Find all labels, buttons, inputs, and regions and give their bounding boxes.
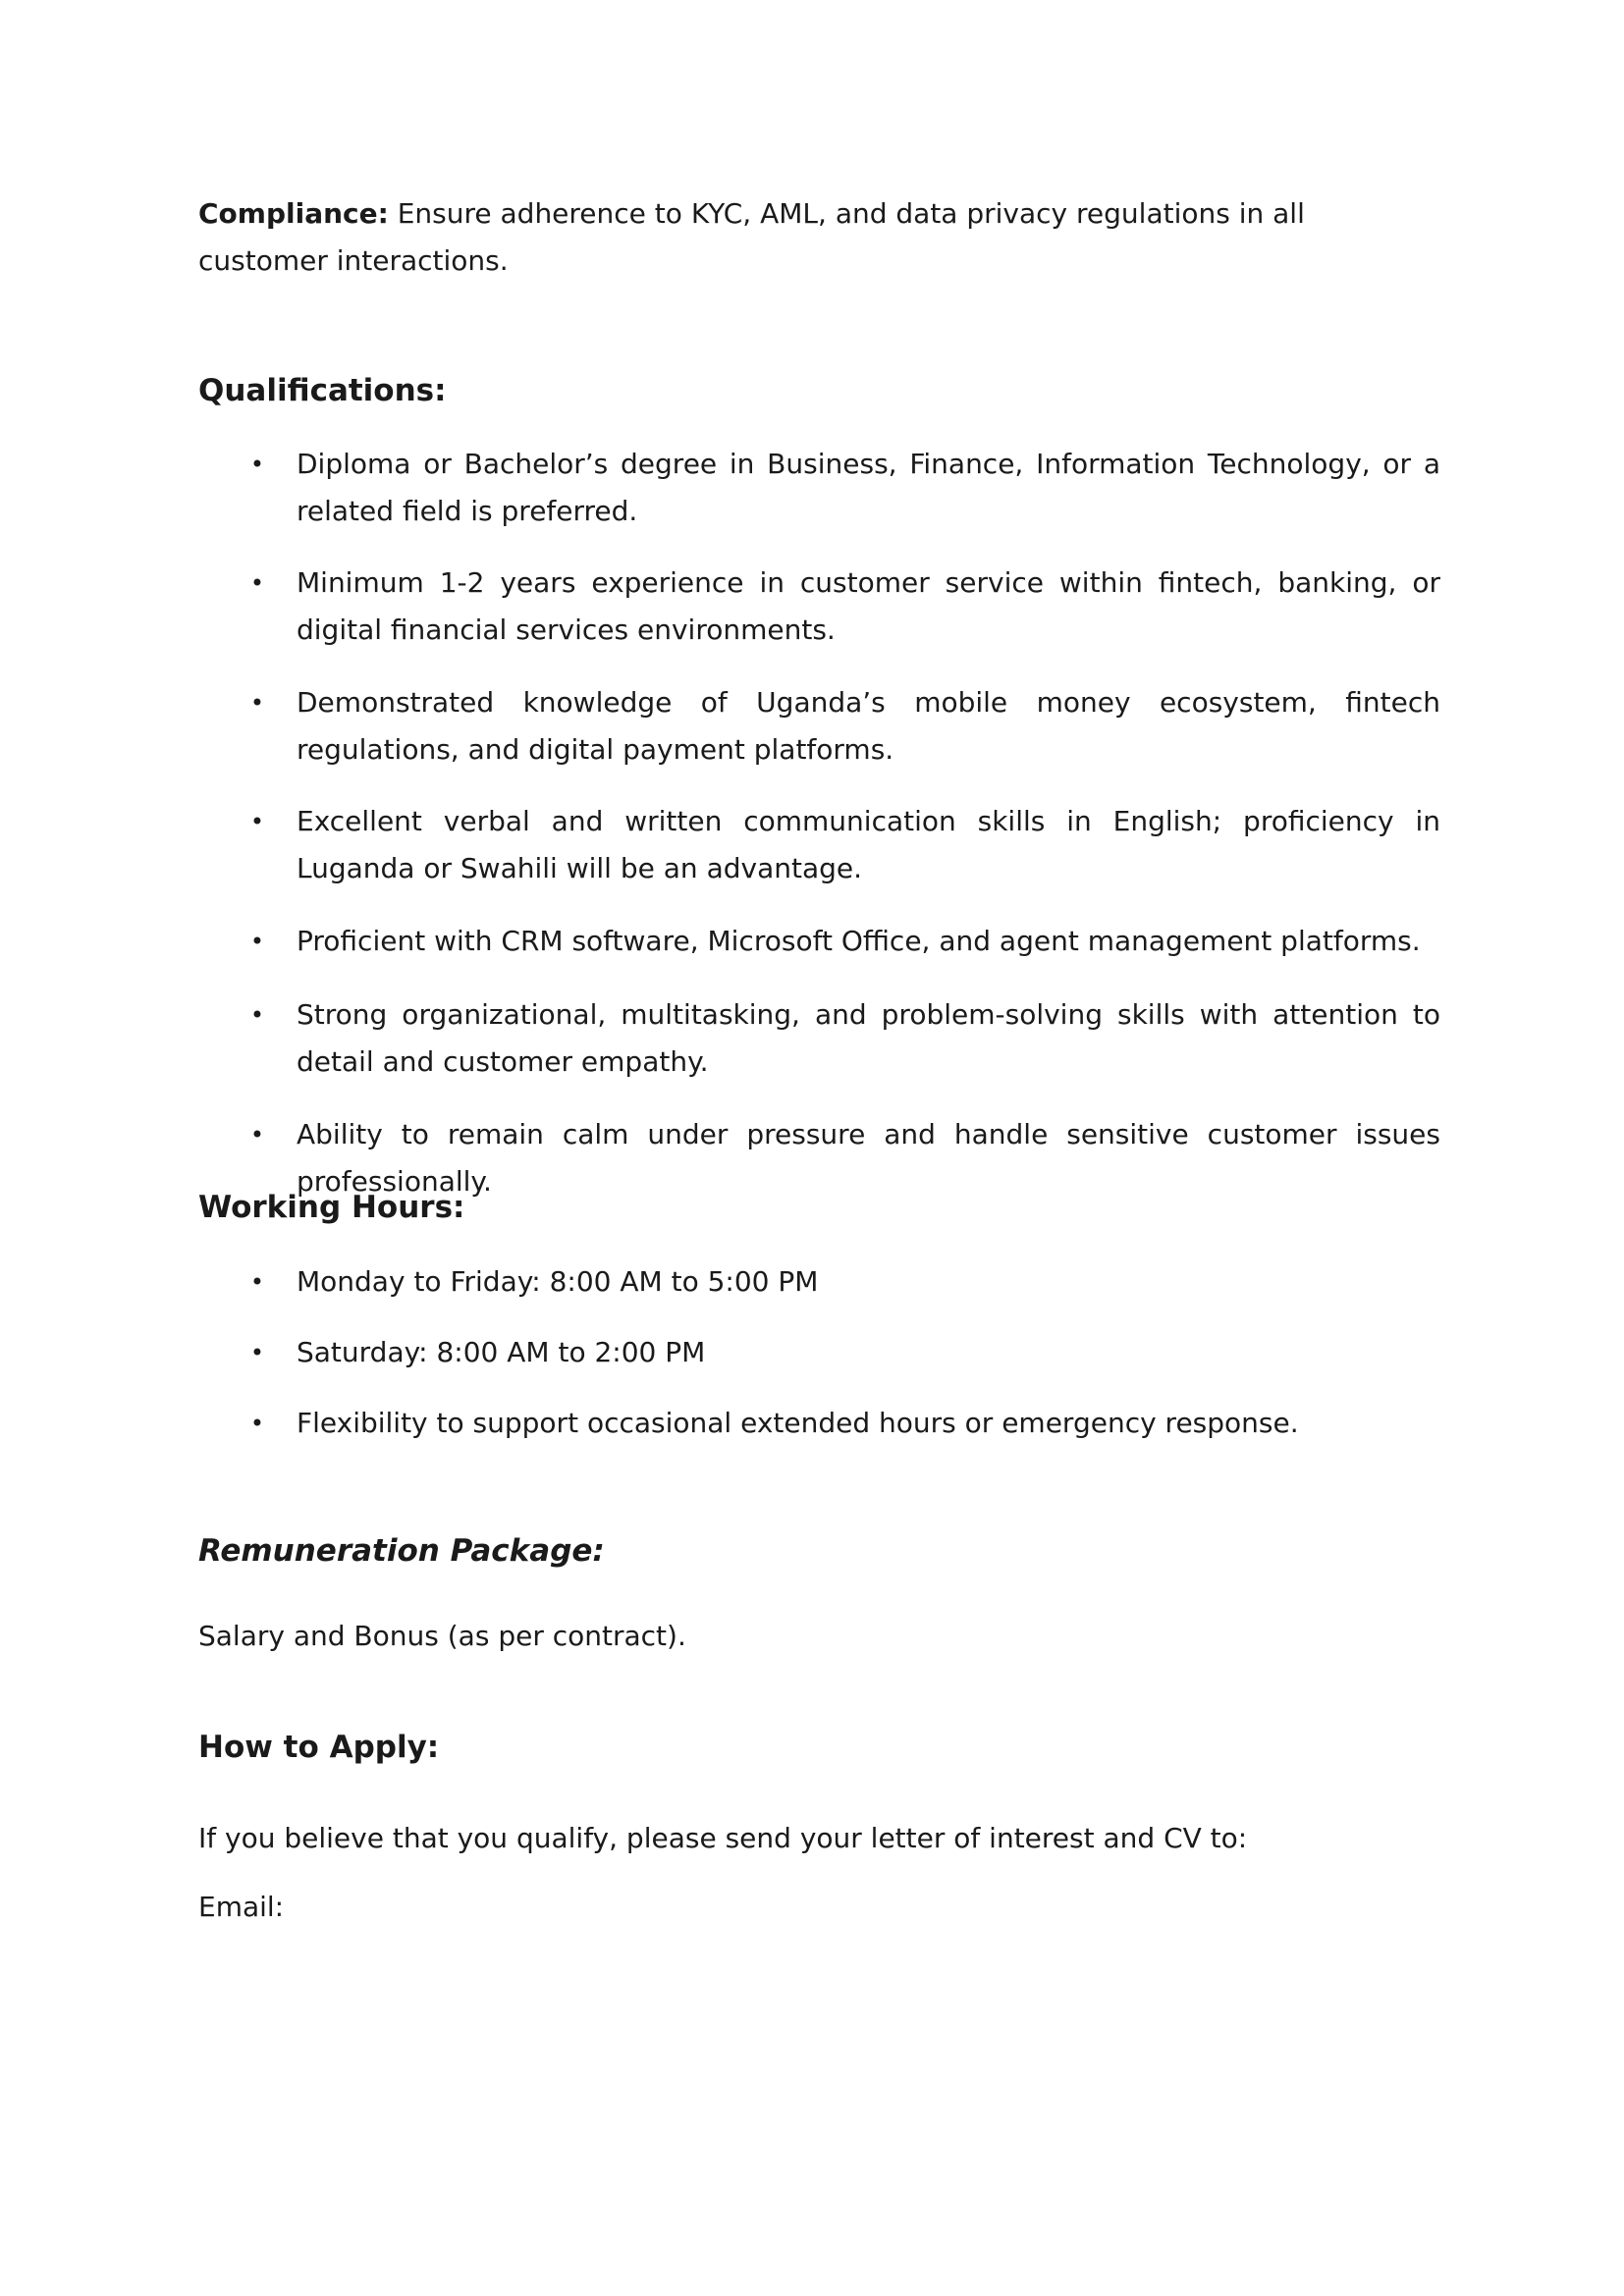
qualification-item [198, 918, 1440, 965]
qualification-text: Excellent verbal and written communication skills in English; proficiency in Luganda or Swahili will be an advantage. [297, 805, 1440, 884]
qualification-text: Strong organizational, multitasking, and problem-solving skills with attention to detail and customer empathy. [297, 998, 1440, 1078]
qualifications-heading: Qualifications: [198, 373, 447, 408]
bullet-icon: • [249, 569, 265, 597]
bullet-icon: • [249, 1268, 265, 1296]
qualification-text: Ability to remain calm under pressure and handle sensitive customer issues professionally. [297, 1118, 1440, 1198]
bullet-icon: • [249, 928, 265, 955]
qualification-text: Demonstrated knowledge of Uganda’s mobile money ecosystem, fintech regulations, and digital payment platforms. [297, 686, 1440, 766]
bullet-icon: • [249, 1410, 265, 1437]
working-hours-text: Saturday: 8:00 AM to 2:00 PM [297, 1336, 706, 1368]
qualification-item [198, 991, 1440, 1086]
qualification-item [198, 441, 1440, 535]
how-to-apply-heading: How to Apply: [198, 1730, 440, 1765]
qualification-item [198, 798, 1440, 892]
working-hours-item [198, 1258, 1440, 1306]
remuneration-text: Salary and Bonus (as per contract). [198, 1620, 686, 1652]
bullet-icon: • [249, 1339, 265, 1366]
qualification-item [198, 679, 1440, 774]
bullet-icon: • [249, 1001, 265, 1029]
compliance-label: Compliance: [198, 197, 389, 230]
working-hours-item [198, 1400, 1440, 1447]
compliance-paragraph [198, 190, 1440, 285]
qualification-text: Diploma or Bachelor’s degree in Business, Finance, Information Technology, or a related field is preferred. [297, 448, 1440, 527]
bullet-icon: • [249, 808, 265, 835]
working-hours-item [198, 1329, 1440, 1376]
bullet-icon: • [249, 689, 265, 717]
working-hours-heading: Working Hours: [198, 1190, 465, 1225]
apply-instructions: If you believe that you qualify, please send your letter of interest and CV to: [198, 1822, 1248, 1854]
qualification-text: Minimum 1-2 years experience in customer service within fintech, banking, or digital financial services environments. [297, 566, 1440, 646]
email-label: Email: [198, 1891, 285, 1923]
qualification-text: Proficient with CRM software, Microsoft Office, and agent management platforms. [297, 925, 1421, 957]
bullet-icon: • [249, 1121, 265, 1148]
qualification-item [198, 560, 1440, 654]
working-hours-text: Flexibility to support occasional extended hours or emergency response. [297, 1407, 1299, 1439]
compliance-text: Ensure adherence to KYC, AML, and data privacy regulations in all customer interactions. [198, 197, 1305, 277]
bullet-icon: • [249, 451, 265, 478]
remuneration-heading: Remuneration Package: [198, 1533, 605, 1569]
working-hours-text: Monday to Friday: 8:00 AM to 5:00 PM [297, 1265, 819, 1298]
